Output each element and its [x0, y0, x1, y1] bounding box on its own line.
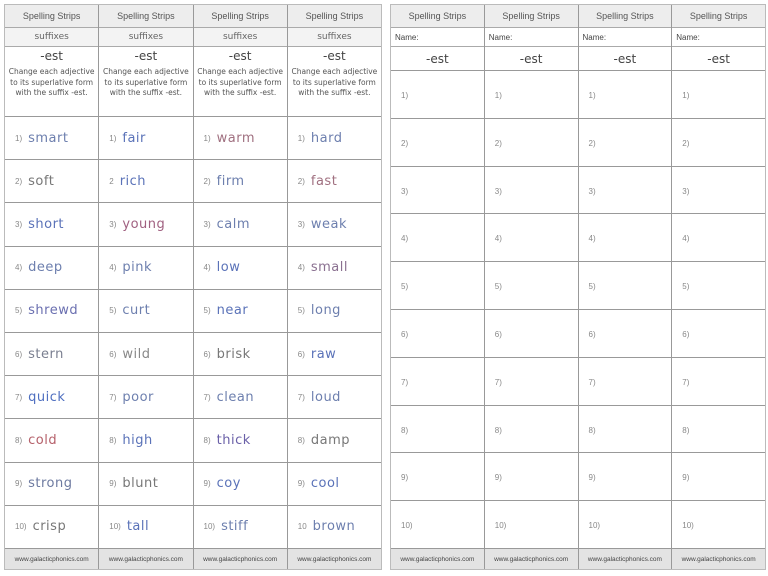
suffix: -est	[672, 47, 765, 71]
item-number: 8)	[401, 425, 409, 435]
word: weak	[310, 217, 347, 232]
suffix: -est	[134, 49, 158, 63]
answer-item[interactable]	[485, 358, 578, 406]
item-number: 8)	[297, 436, 305, 446]
item-number: 9)	[15, 479, 23, 489]
strip-header: Spelling Strips	[391, 5, 484, 28]
suffix: -est	[323, 49, 346, 63]
instructions: Change each adjective to its superlative form with the suffix -est.	[194, 65, 287, 117]
item-number: 1)	[494, 91, 502, 100]
name-field[interactable]: Name:	[485, 28, 578, 47]
answer-item[interactable]	[579, 167, 672, 215]
list-item	[194, 419, 287, 462]
item-number: 6)	[494, 329, 502, 339]
list-item	[288, 506, 381, 549]
word: hard	[310, 130, 343, 146]
item-number: 10)	[109, 522, 121, 532]
list-item	[5, 463, 98, 506]
word: crisp	[32, 519, 67, 535]
answer-item[interactable]	[672, 262, 765, 310]
answer-item[interactable]	[672, 119, 765, 167]
word: deep	[28, 260, 63, 276]
answer-item[interactable]	[485, 501, 578, 549]
list-item	[194, 376, 287, 419]
suffix: -est	[391, 47, 484, 71]
list-item	[288, 463, 381, 506]
word: cool	[310, 476, 340, 492]
item-number: 1)	[588, 91, 596, 100]
word: quick	[28, 389, 66, 405]
answer-item[interactable]	[485, 71, 578, 119]
answer-item[interactable]	[579, 262, 672, 310]
list-item	[288, 290, 381, 333]
word: near	[216, 303, 249, 319]
strip-header: Spelling Strips	[672, 5, 765, 28]
list-item	[99, 333, 192, 376]
list-item	[99, 290, 192, 333]
list-item	[288, 117, 381, 160]
word: low	[216, 260, 241, 276]
list-item	[99, 203, 192, 246]
item-number: 2)	[203, 176, 211, 186]
list-item	[288, 376, 381, 419]
item-number: 6)	[15, 349, 23, 359]
item-number: 10)	[494, 521, 507, 531]
answer-item[interactable]	[672, 214, 765, 262]
answer-item[interactable]	[391, 214, 484, 262]
item-number: 6)	[682, 329, 690, 339]
word: high	[122, 433, 153, 449]
word: brown	[312, 519, 356, 535]
list-item	[99, 247, 192, 290]
footer-url: www.galacticphonics.com	[99, 549, 192, 569]
answer-item[interactable]	[672, 310, 765, 358]
item-number: 1)	[401, 91, 409, 100]
item-number: 9)	[494, 473, 502, 483]
answer-item[interactable]	[579, 358, 672, 406]
word: pink	[122, 260, 153, 276]
word: blunt	[122, 476, 159, 492]
suffix: -est	[40, 49, 63, 63]
strip-header: Spelling Strips	[5, 5, 98, 28]
item-number: 7)	[494, 377, 502, 387]
footer-url: www.galacticphonics.com	[391, 549, 484, 569]
list-item	[194, 203, 287, 246]
name-field[interactable]: Name:	[391, 28, 484, 47]
item-number: 4)	[401, 234, 409, 244]
item-number: 8)	[682, 425, 690, 435]
answer-column	[485, 5, 579, 569]
list-item	[288, 160, 381, 203]
list-item	[194, 247, 287, 290]
list-item	[99, 506, 192, 549]
item-number: 3)	[588, 186, 596, 196]
answer-item[interactable]	[672, 167, 765, 215]
item-number: 1)	[682, 91, 690, 100]
item-number: 2)	[588, 138, 596, 148]
footer-url: www.galacticphonics.com	[579, 549, 672, 569]
answer-item[interactable]	[485, 119, 578, 167]
word-list	[288, 117, 381, 549]
word: damp	[310, 433, 351, 449]
word: wild	[122, 346, 151, 362]
word: short	[28, 217, 65, 232]
answer-item[interactable]	[391, 310, 484, 358]
word: coy	[216, 476, 241, 492]
answer-item[interactable]	[579, 71, 672, 119]
list-item	[288, 419, 381, 462]
strip-column	[5, 5, 99, 569]
answer-item[interactable]	[672, 453, 765, 501]
item-number: 7)	[401, 377, 409, 387]
suffix-label: suffixes	[99, 28, 192, 47]
item-number: 8)	[15, 436, 23, 446]
answer-list	[485, 71, 578, 549]
answer-item[interactable]	[391, 453, 484, 501]
answer-item[interactable]	[391, 71, 484, 119]
item-number: 7)	[297, 392, 305, 402]
instructions: Change each adjective to its superlative form with the suffix -est.	[99, 65, 192, 117]
list-item	[99, 419, 192, 462]
strip-column	[288, 5, 381, 569]
name-field[interactable]: Name:	[579, 28, 672, 47]
suffix: -est	[485, 47, 578, 71]
list-item	[194, 160, 287, 203]
word: clean	[216, 389, 255, 405]
answer-column	[672, 5, 765, 569]
answer-item[interactable]	[485, 406, 578, 454]
item-number: 8)	[588, 425, 596, 435]
word: cold	[28, 433, 58, 449]
item-number: 4)	[297, 263, 305, 273]
list-item	[288, 247, 381, 290]
item-number: 3)	[297, 220, 305, 229]
word: tall	[126, 519, 150, 535]
word: fair	[122, 130, 146, 146]
item-number: 9)	[109, 479, 117, 489]
item-number: 4)	[109, 263, 117, 273]
list-item	[5, 117, 98, 160]
item-number: 3)	[109, 220, 117, 229]
word: brisk	[216, 346, 251, 362]
item-number: 10	[297, 522, 307, 532]
footer-url: www.galacticphonics.com	[485, 549, 578, 569]
name-field[interactable]: Name:	[672, 28, 765, 47]
word: shrewd	[28, 303, 79, 319]
footer-url: www.galacticphonics.com	[5, 549, 98, 569]
answer-item[interactable]	[391, 358, 484, 406]
answer-item[interactable]	[672, 501, 765, 549]
strip-header: Spelling Strips	[99, 5, 192, 28]
item-number: 2	[109, 176, 114, 186]
list-item	[99, 463, 192, 506]
item-number: 8)	[494, 425, 502, 435]
instructions: Change each adjective to its superlative form with the suffix -est.	[5, 65, 98, 117]
word: strong	[28, 476, 73, 492]
item-number: 3)	[401, 186, 409, 196]
answer-column	[391, 5, 485, 569]
item-number: 10)	[588, 521, 601, 531]
suffix-label: suffixes	[5, 28, 98, 47]
item-number: 5)	[109, 306, 117, 316]
list-item	[194, 290, 287, 333]
answer-item[interactable]	[579, 453, 672, 501]
item-number: 6)	[297, 349, 305, 359]
list-item	[5, 506, 98, 549]
strip-header: Spelling Strips	[579, 5, 672, 28]
word: stern	[28, 346, 64, 362]
answer-item[interactable]	[391, 406, 484, 454]
item-number: 4)	[203, 263, 211, 273]
item-number: 7)	[682, 377, 690, 387]
item-number: 9)	[297, 479, 305, 489]
strip-column	[194, 5, 288, 569]
strip-header: Spelling Strips	[288, 5, 381, 28]
item-number: 2)	[15, 176, 23, 186]
word: calm	[216, 217, 251, 232]
item-number: 4)	[494, 234, 502, 244]
item-number: 6)	[401, 329, 409, 339]
list-item	[194, 333, 287, 376]
item-number: 2)	[401, 138, 409, 148]
answer-item[interactable]	[391, 501, 484, 549]
list-item	[99, 160, 192, 203]
answer-item[interactable]	[485, 214, 578, 262]
list-item	[5, 419, 98, 462]
word: stiff	[221, 519, 249, 535]
list-item	[5, 290, 98, 333]
item-number: 10)	[203, 522, 216, 532]
list-item	[194, 506, 287, 549]
answer-item[interactable]	[485, 453, 578, 501]
item-number: 7)	[109, 392, 117, 402]
word: warm	[216, 130, 256, 146]
word: firm	[216, 173, 245, 189]
item-number: 1)	[109, 133, 117, 143]
word-list	[5, 117, 98, 549]
word: fast	[310, 173, 338, 189]
footer-url: www.galacticphonics.com	[194, 549, 287, 569]
word: thick	[216, 433, 251, 449]
item-number: 5)	[588, 282, 596, 292]
strip-header: Spelling Strips	[194, 5, 287, 28]
answer-item[interactable]	[579, 214, 672, 262]
strip-header: Spelling Strips	[485, 5, 578, 28]
item-number: 10)	[15, 522, 27, 532]
item-number: 9)	[682, 473, 690, 483]
item-number: 4)	[15, 263, 23, 273]
answer-item[interactable]	[579, 501, 672, 549]
answer-item[interactable]	[579, 119, 672, 167]
answer-item[interactable]	[672, 358, 765, 406]
item-number: 3)	[15, 220, 23, 229]
item-number: 5)	[682, 282, 690, 292]
suffix: -est	[579, 47, 672, 71]
item-number: 1)	[203, 133, 211, 143]
answer-item[interactable]	[391, 119, 484, 167]
list-item	[288, 203, 381, 246]
word: curt	[122, 303, 151, 319]
item-number: 9)	[401, 473, 409, 483]
list-item	[99, 117, 192, 160]
word: raw	[310, 346, 337, 362]
item-number: 6)	[588, 329, 596, 339]
answer-list	[579, 71, 672, 549]
answer-item[interactable]	[391, 262, 484, 310]
item-number: 5)	[15, 306, 23, 316]
item-number: 5)	[494, 282, 502, 292]
list-item	[5, 333, 98, 376]
answer-list	[391, 71, 484, 549]
item-number: 5)	[401, 282, 409, 292]
item-number: 8)	[109, 436, 117, 446]
word: poor	[122, 389, 154, 405]
answer-column	[579, 5, 673, 569]
word-list	[99, 117, 192, 549]
word: young	[122, 217, 166, 232]
suffix: -est	[228, 49, 252, 63]
list-item	[5, 247, 98, 290]
strip-column	[99, 5, 193, 569]
answer-item[interactable]	[485, 167, 578, 215]
item-number: 4)	[682, 234, 690, 244]
answer-item[interactable]	[391, 167, 484, 215]
instructions: Change each adjective to its superlative form with the suffix -est.	[288, 65, 381, 117]
list-item	[5, 203, 98, 246]
list-item	[194, 117, 287, 160]
item-number: 3)	[682, 186, 690, 196]
item-number: 5)	[203, 306, 211, 316]
item-number: 4)	[588, 234, 596, 244]
word-list	[194, 117, 287, 549]
item-number: 2)	[297, 176, 305, 186]
answer-list	[672, 71, 765, 549]
list-item	[288, 333, 381, 376]
item-number: 1)	[15, 133, 23, 143]
spelling-strips-word-sheet	[4, 4, 382, 570]
suffix-label: suffixes	[288, 28, 381, 47]
footer-url: www.galacticphonics.com	[672, 549, 765, 569]
item-number: 8)	[203, 436, 211, 446]
word: loud	[310, 389, 341, 405]
item-number: 1)	[297, 133, 305, 143]
item-number: 3)	[203, 220, 211, 229]
list-item	[5, 160, 98, 203]
item-number: 2)	[682, 138, 690, 148]
item-number: 5)	[297, 306, 305, 316]
item-number: 10)	[682, 521, 694, 531]
item-number: 9)	[588, 473, 596, 483]
word: soft	[28, 173, 55, 189]
word: small	[310, 260, 349, 276]
list-item	[99, 376, 192, 419]
answer-item[interactable]	[485, 262, 578, 310]
list-item	[194, 463, 287, 506]
word: smart	[28, 130, 69, 146]
item-number: 7)	[15, 392, 23, 402]
answer-item[interactable]	[579, 406, 672, 454]
suffix-label: suffixes	[194, 28, 287, 47]
footer-url: www.galacticphonics.com	[288, 549, 381, 569]
item-number: 9)	[203, 479, 211, 489]
item-number: 10)	[401, 521, 413, 531]
item-number: 6)	[109, 349, 117, 359]
item-number: 2)	[494, 138, 502, 148]
spelling-strips-answer-sheet	[390, 4, 766, 570]
item-number: 3)	[494, 186, 502, 196]
word: rich	[119, 173, 147, 189]
list-item	[5, 376, 98, 419]
word: long	[310, 303, 341, 319]
answer-item[interactable]	[672, 406, 765, 454]
answer-item[interactable]	[579, 310, 672, 358]
answer-item[interactable]	[485, 310, 578, 358]
item-number: 7)	[588, 377, 596, 387]
item-number: 7)	[203, 392, 211, 402]
answer-item[interactable]	[672, 71, 765, 119]
item-number: 6)	[203, 349, 211, 359]
